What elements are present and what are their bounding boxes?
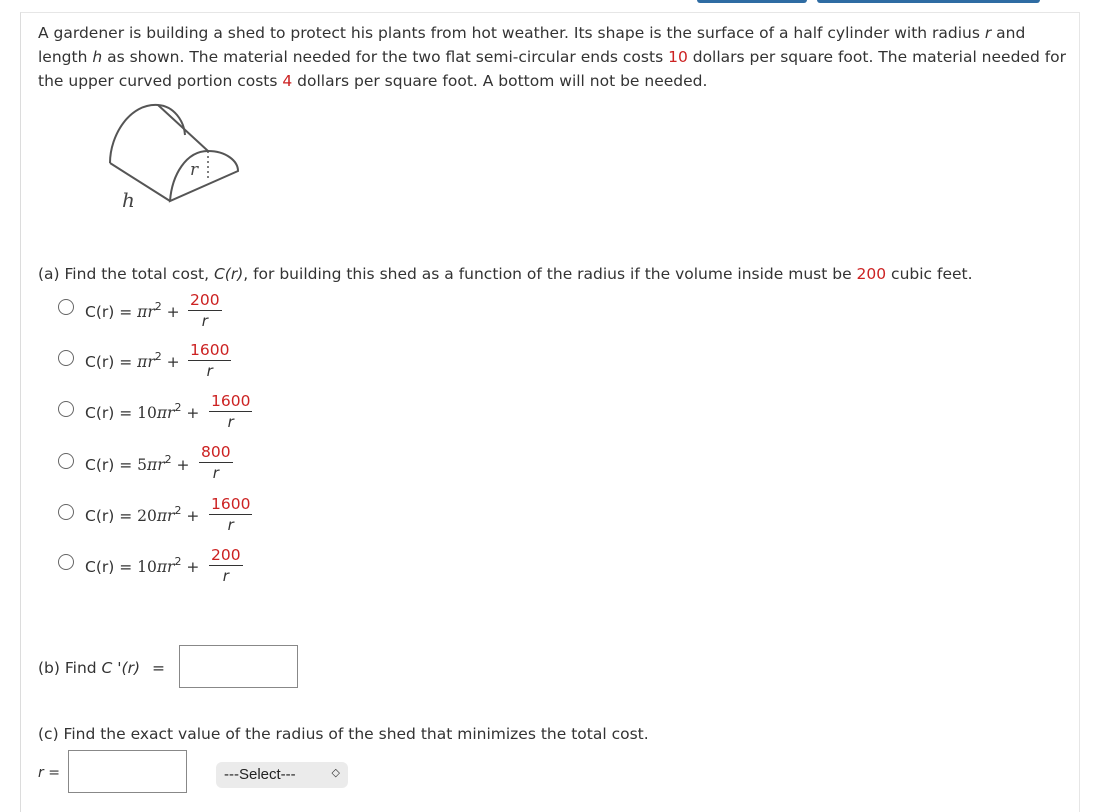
choice-2-lhs: C(r) = [85, 353, 138, 371]
choice-3-numerator: 1600 [211, 392, 251, 410]
part-a-prefix: (a) Find the total cost, [38, 265, 214, 283]
radius-answer-input[interactable] [68, 750, 187, 793]
volume-value: 200 [856, 265, 887, 283]
part-a-mid: , for building this shed as a function of the radius if the volume inside must be [243, 265, 857, 283]
choice-3-lhs: C(r) = [85, 404, 138, 422]
choice-6-pi: πr [156, 558, 175, 576]
choice-6-fraction [209, 545, 243, 586]
choice-1-plus: + [161, 303, 180, 321]
units-select-label: ---Select--- [224, 766, 296, 783]
choice-6-plus: + [181, 558, 200, 576]
choice-5-coef: 20 [137, 507, 157, 525]
choice-3-pi: πr [156, 404, 175, 422]
choice-4-lhs: C(r) = [85, 456, 138, 474]
part-a-func: C(r) [213, 265, 244, 283]
choice-1-fraction [188, 290, 222, 331]
choice-4-exp: 2 [164, 453, 172, 466]
choice-6-coef: 10 [137, 558, 157, 576]
choice-1-pi: πr [137, 303, 155, 321]
choice-5-plus: + [181, 507, 200, 525]
end-cost-value: 10 [668, 48, 688, 66]
choice-5-exp: 2 [174, 504, 182, 517]
choice-2-fraction [188, 340, 231, 381]
choice-4-numerator: 800 [201, 443, 231, 461]
choice-6-radio[interactable] [58, 554, 74, 570]
choice-3-exp: 2 [174, 401, 182, 414]
choice-1-lhs: C(r) = [85, 303, 138, 321]
choice-5-numerator: 1600 [211, 495, 251, 513]
problem-statement [38, 21, 1068, 93]
choice-3-denominator: r [227, 413, 234, 431]
choice-4-plus: + [171, 456, 190, 474]
half-cylinder-drawing [100, 95, 250, 215]
choice-2-expression [85, 350, 180, 371]
units-select[interactable] [216, 762, 348, 788]
choice-1-numerator: 200 [190, 291, 220, 309]
part-b-prefix: (b) Find [38, 659, 102, 677]
choice-5-pi: πr [156, 507, 175, 525]
choice-6-exp: 2 [174, 555, 182, 568]
choice-5-radio[interactable] [58, 504, 74, 520]
part-c-r-label: r = [38, 765, 60, 781]
choice-1-expression [85, 300, 180, 321]
intro-var-r: r [984, 24, 992, 42]
choice-2-denominator: r [206, 362, 213, 380]
part-b-question [38, 659, 165, 677]
choice-4-radio[interactable] [58, 453, 74, 469]
choice-6-numerator: 200 [211, 546, 241, 564]
choice-3-coef: 10 [137, 404, 157, 422]
choice-2-radio[interactable] [58, 350, 74, 366]
choice-3-fraction [209, 391, 252, 432]
choice-4-fraction [199, 442, 233, 483]
select-chevron-icon: ◇ [331, 767, 340, 779]
part-b-equals: = [152, 659, 166, 677]
part-c-question: (c) Find the exact value of the radius of the shed that minimizes the total cost. [38, 725, 649, 743]
choice-4-denominator: r [212, 464, 219, 482]
choice-3-radio[interactable] [58, 401, 74, 417]
choice-3-plus: + [181, 404, 200, 422]
choice-1-exp: 2 [154, 300, 162, 313]
choice-2-numerator: 1600 [190, 341, 230, 359]
choice-6-denominator: r [222, 567, 229, 585]
intro-text-1: A gardener is building a shed to protect his plants from hot weather. Its shape is the surface of a half cylinder with radius [38, 24, 985, 42]
intro-var-h: h [92, 48, 103, 66]
choice-4-coef: 5 [137, 456, 148, 474]
part-a-question [38, 265, 973, 283]
intro-text-3: as shown. The material needed for the two flat semi-circular ends costs [102, 48, 669, 66]
figure-label-r: r [190, 160, 199, 180]
choice-5-fraction [209, 494, 252, 535]
half-cylinder-figure [100, 95, 250, 215]
part-b-answer-input[interactable] [179, 645, 298, 688]
choice-6-lhs: C(r) = [85, 558, 138, 576]
choice-4-expression [85, 453, 190, 474]
part-b-func: C '(r) [101, 659, 141, 677]
curved-cost-value: 4 [282, 72, 293, 90]
choice-6-expression [85, 555, 199, 576]
intro-text-4: dollars per square foot. The material needed for the upper curved portion costs [38, 48, 1067, 90]
intro-text-2: and length [38, 24, 1026, 66]
choice-1-denominator: r [201, 312, 208, 330]
choice-2-plus: + [161, 353, 180, 371]
choice-5-expression [85, 504, 199, 525]
top-tab-1[interactable] [697, 0, 807, 3]
choice-5-denominator: r [227, 516, 234, 534]
choice-3-expression [85, 401, 199, 422]
choice-2-pi: πr [137, 353, 155, 371]
intro-text-5: dollars per square foot. A bottom will not be needed. [292, 72, 708, 90]
choice-2-exp: 2 [154, 350, 162, 363]
figure-label-h: h [122, 188, 135, 212]
top-tab-2[interactable] [817, 0, 1040, 3]
choice-5-lhs: C(r) = [85, 507, 138, 525]
part-a-suffix: cubic feet. [886, 265, 973, 283]
choice-4-pi: πr [147, 456, 165, 474]
choice-1-radio[interactable] [58, 299, 74, 315]
